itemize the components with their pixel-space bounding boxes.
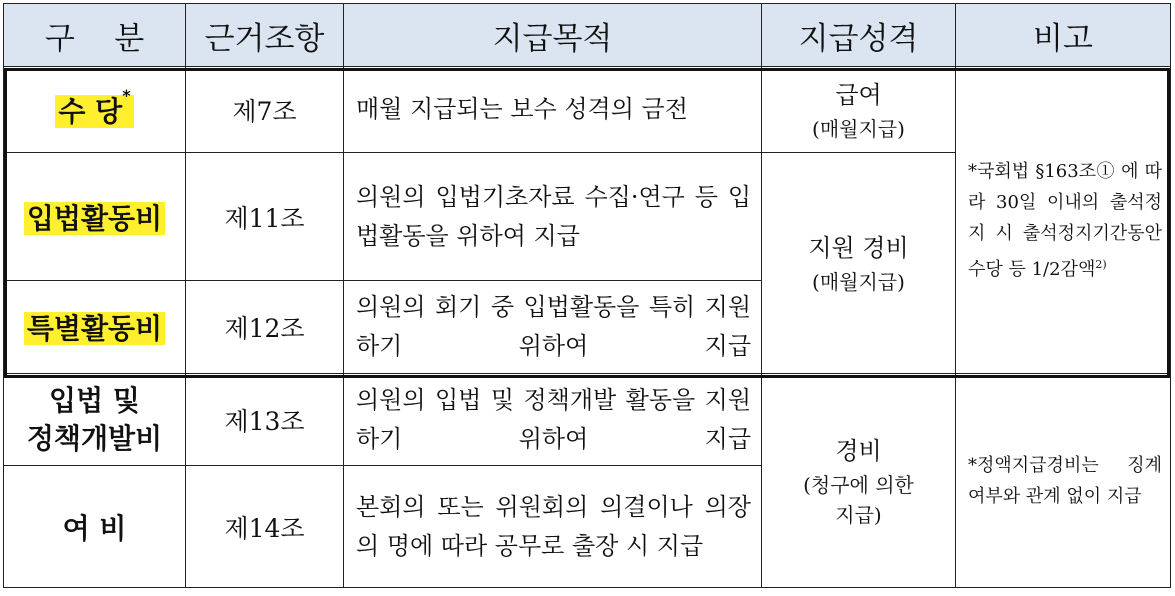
purpose-cell: 의원의 입법기초자료 수집·연구 등 입법활동을 위하여 지급	[344, 153, 762, 281]
purpose-cell: 본회의 또는 위원회의 의결이나 의장의 명에 따라 공무로 출장 시 지급	[344, 466, 762, 588]
purpose-cell: 의원의 입법 및 정책개발 활동을 지원하기 위하여 지급	[344, 374, 762, 466]
header-purpose: 지급목적	[344, 4, 762, 67]
law-cell: 제11조	[186, 153, 344, 281]
law-cell: 제12조	[186, 281, 344, 374]
header-law: 근거조항	[186, 4, 344, 67]
table-row	[4, 67, 1171, 153]
note-cell: *정액지급경비는 징계 여부와 관계 없이 지급	[956, 374, 1171, 588]
note-cell: *국회법 §163조① 에 따라 30일 이내의 출석정지 시 출석정지기간동안 수당 등 1/2감액$^{2)}$	[956, 67, 1171, 374]
nature-cell: 경비 (청구에 의한 지급)	[762, 374, 956, 588]
category-cell	[4, 281, 186, 374]
header-category: 구 분	[4, 4, 186, 67]
law-cell: 제7조	[186, 67, 344, 153]
law-cell: 제14조	[186, 466, 344, 588]
header-note: 비고	[956, 4, 1171, 67]
category-cell	[4, 67, 186, 153]
category-cell: 여 비	[4, 466, 186, 588]
highlighted-label: 특별활동비	[24, 312, 165, 345]
table-row	[4, 374, 1171, 466]
purpose-cell: 의원의 회기 중 입법활동을 특히 지원하기 위하여 지급	[344, 281, 762, 374]
category-cell: 입법 및 정책개발비	[4, 374, 186, 466]
header-nature: 지급성격	[762, 4, 956, 67]
nature-cell: 지원 경비 (매월지급)	[762, 153, 956, 374]
highlighted-label: 입법활동비	[24, 202, 165, 235]
header-row	[4, 4, 1171, 67]
law-cell: 제13조	[186, 374, 344, 466]
allowance-table	[3, 3, 1171, 588]
highlighted-label: 수 당*	[55, 95, 133, 128]
purpose-cell: 매월 지급되는 보수 성격의 금전	[344, 67, 762, 153]
nature-cell: 급여 (매월지급)	[762, 67, 956, 153]
category-cell	[4, 153, 186, 281]
